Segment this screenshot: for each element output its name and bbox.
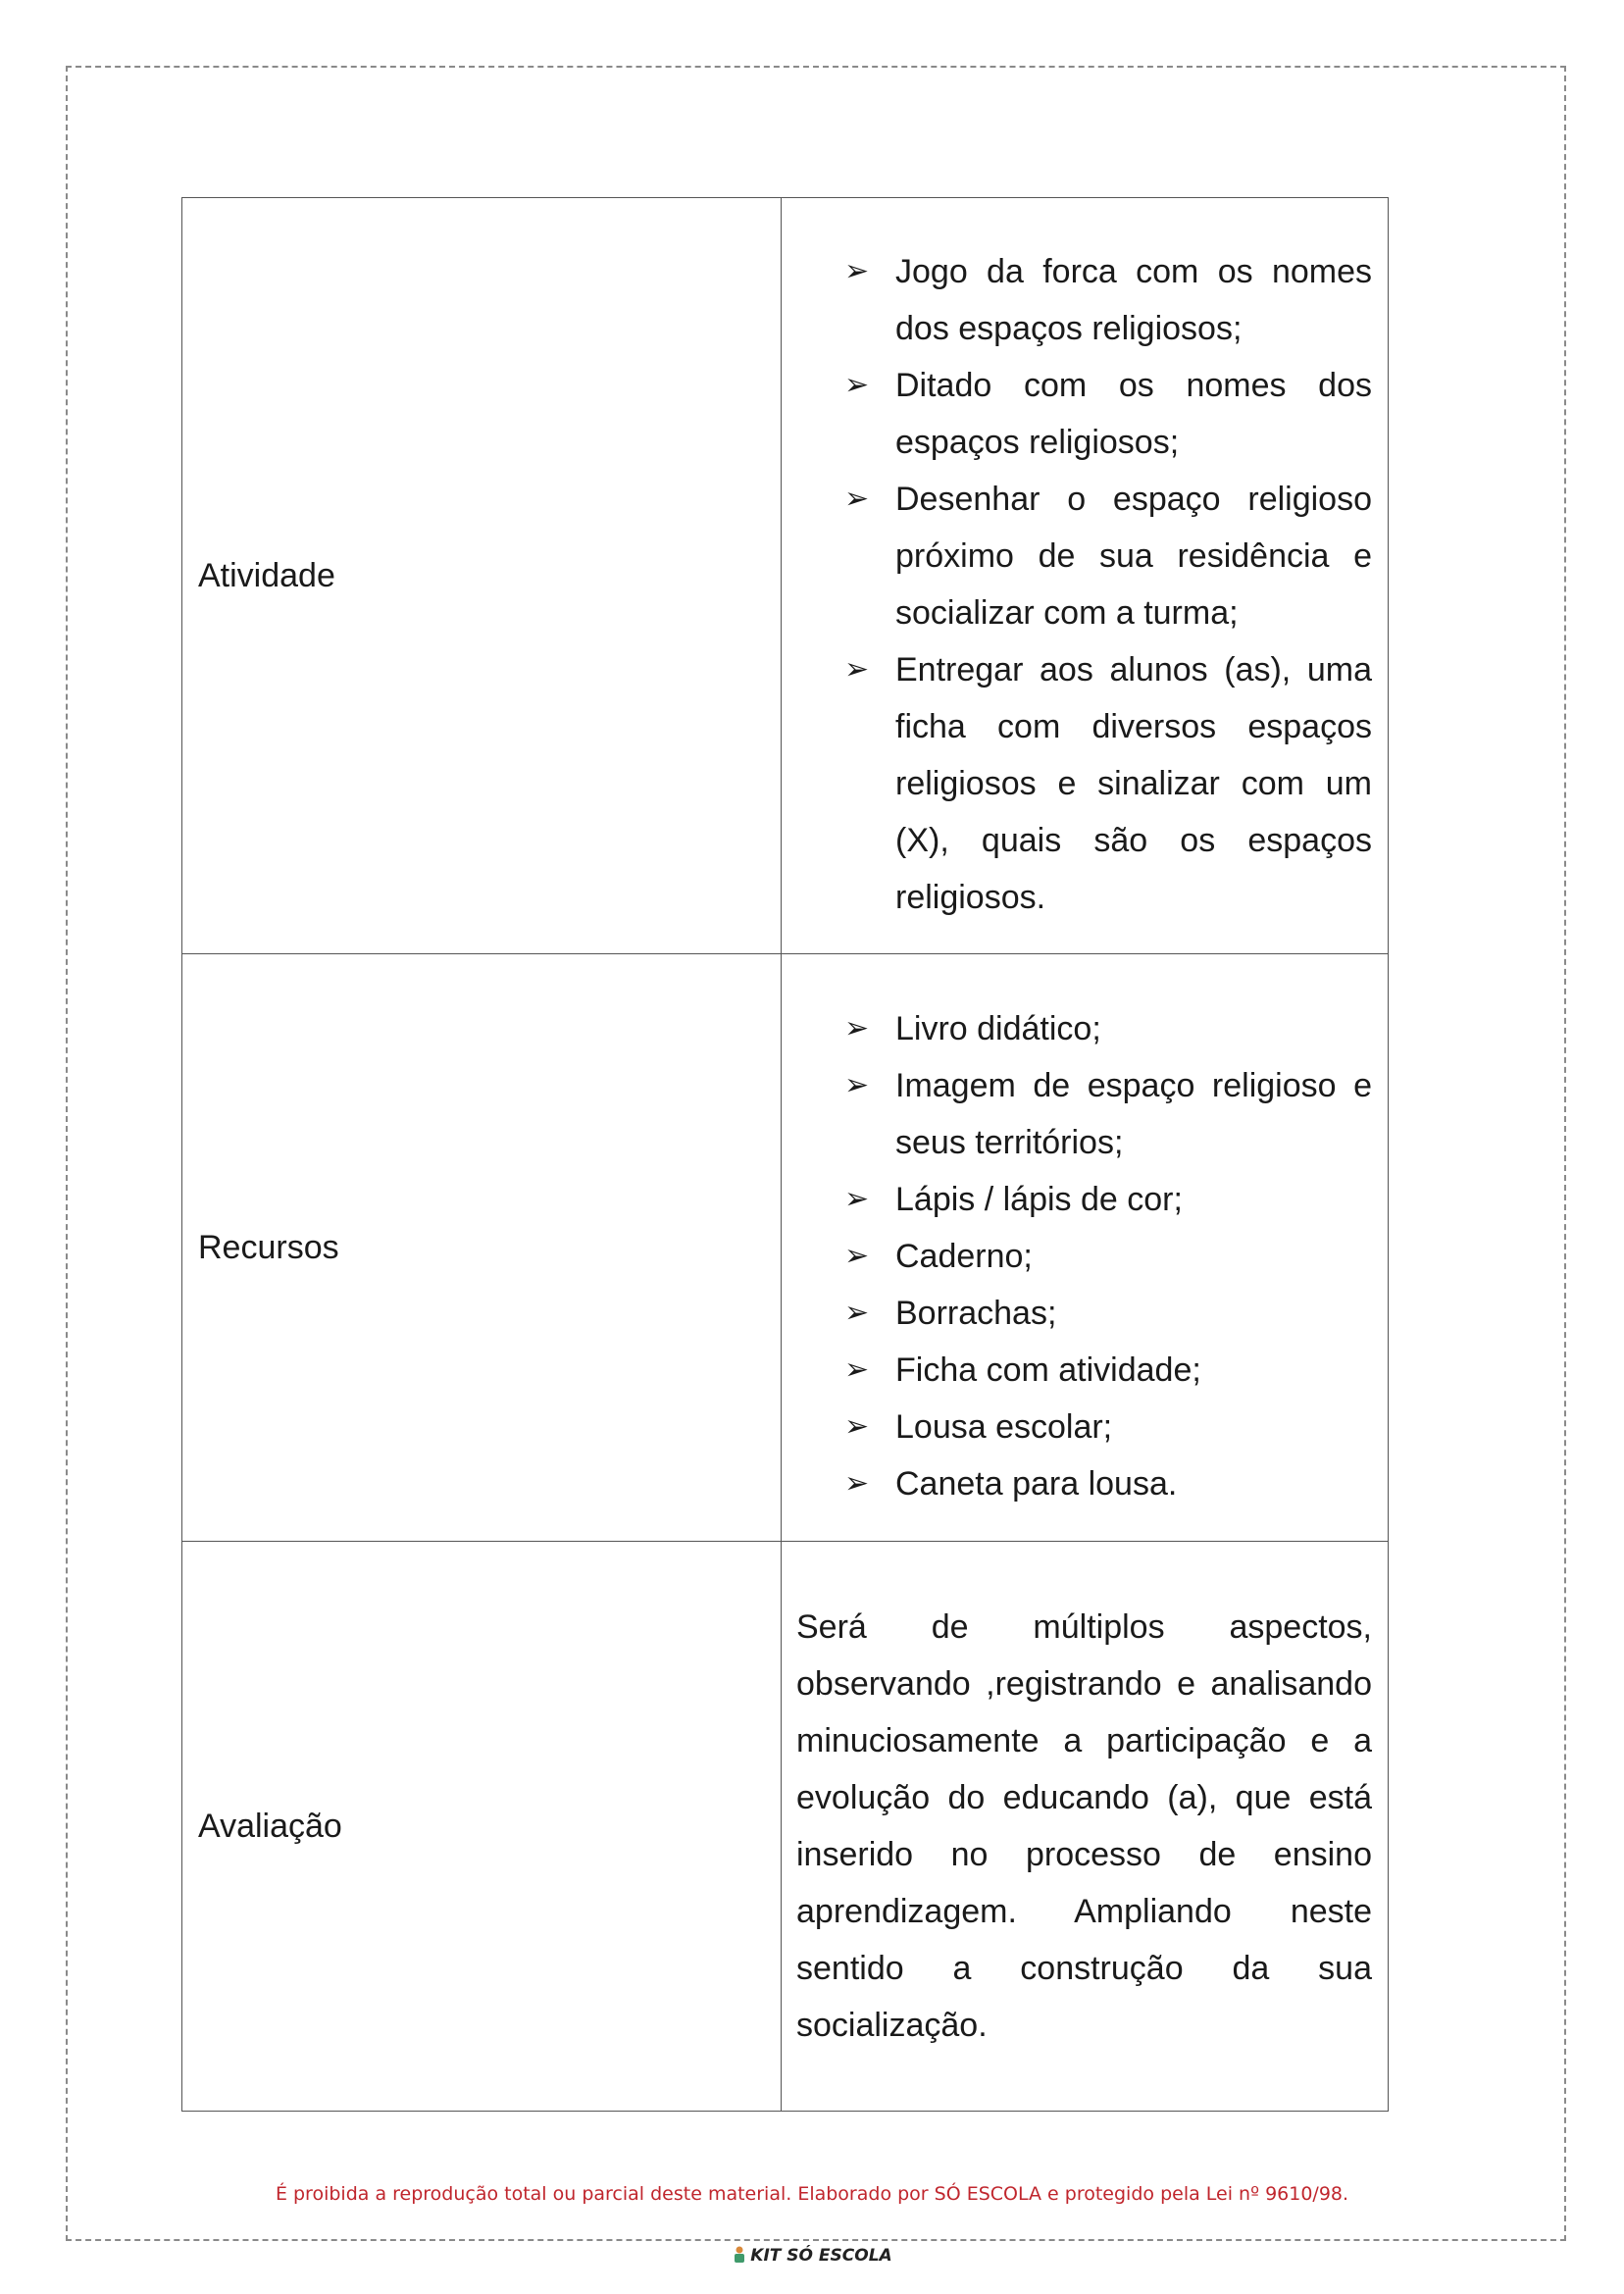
row-label: Recursos [182, 954, 782, 1542]
resources-list [782, 1000, 1388, 1512]
arrow-bullet-icon: ➢ [844, 255, 870, 287]
list-item: ➢ Imagem de espaço religioso e seus territórios; [782, 1057, 1372, 1171]
logo-figure-icon [732, 2246, 747, 2264]
arrow-bullet-icon: ➢ [844, 1297, 870, 1329]
arrow-bullet-icon: ➢ [844, 653, 870, 686]
list-item: ➢ Desenhar o espaço religioso próximo de sua residência e socializar com a turma; [782, 471, 1372, 641]
table-row-recursos [182, 954, 1389, 1542]
brand-logo [0, 2246, 1624, 2266]
arrow-bullet-icon: ➢ [844, 1183, 870, 1215]
row-content [782, 954, 1389, 1542]
lesson-plan-table [181, 197, 1389, 2112]
list-item: ➢ Lousa escolar; [782, 1399, 1372, 1455]
row-label: Avaliação [182, 1542, 782, 2112]
table-row-atividade [182, 198, 1389, 954]
copyright-notice: É proibida a reprodução total ou parcial deste material. Elaborado por SÓ ESCOLA e protegido pela Lei nº 9610/98. [275, 2183, 1349, 2205]
arrow-bullet-icon: ➢ [844, 1069, 870, 1101]
list-item: ➢ Ficha com atividade; [782, 1342, 1372, 1399]
row-label: Atividade [182, 198, 782, 954]
list-item: ➢ Caneta para lousa. [782, 1455, 1372, 1512]
row-content [782, 198, 1389, 954]
table-row-avaliacao [182, 1542, 1389, 2112]
list-item: ➢ Lápis / lápis de cor; [782, 1171, 1372, 1228]
arrow-bullet-icon: ➢ [844, 1240, 870, 1272]
logo-text: KIT SÓ ESCOLA [750, 2246, 892, 2266]
arrow-bullet-icon: ➢ [844, 483, 870, 515]
evaluation-paragraph: Será de múltiplos aspectos, observando ,registrando e analisando minuciosamente a participação e a evolução do educando (a), que está inserido no processo de ensino aprendizagem. Ampliando neste sentido a construção da sua socialização. [796, 1608, 1372, 2044]
arrow-bullet-icon: ➢ [844, 1467, 870, 1500]
arrow-bullet-icon: ➢ [844, 1353, 870, 1386]
row-content [782, 1542, 1389, 2112]
list-item: ➢ Ditado com os nomes dos espaços religiosos; [782, 357, 1372, 471]
list-item: ➢ Livro didático; [782, 1000, 1372, 1057]
arrow-bullet-icon: ➢ [844, 1012, 870, 1045]
arrow-bullet-icon: ➢ [844, 369, 870, 401]
list-item: ➢ Jogo da forca com os nomes dos espaços religiosos; [782, 243, 1372, 357]
arrow-bullet-icon: ➢ [844, 1410, 870, 1443]
list-item: ➢ Borrachas; [782, 1285, 1372, 1342]
activity-list [782, 243, 1388, 926]
list-item: ➢ Caderno; [782, 1228, 1372, 1285]
list-item: ➢ Entregar aos alunos (as), uma ficha com diversos espaços religiosos e sinalizar com um (X), quais são os espaços religiosos. [782, 641, 1372, 926]
